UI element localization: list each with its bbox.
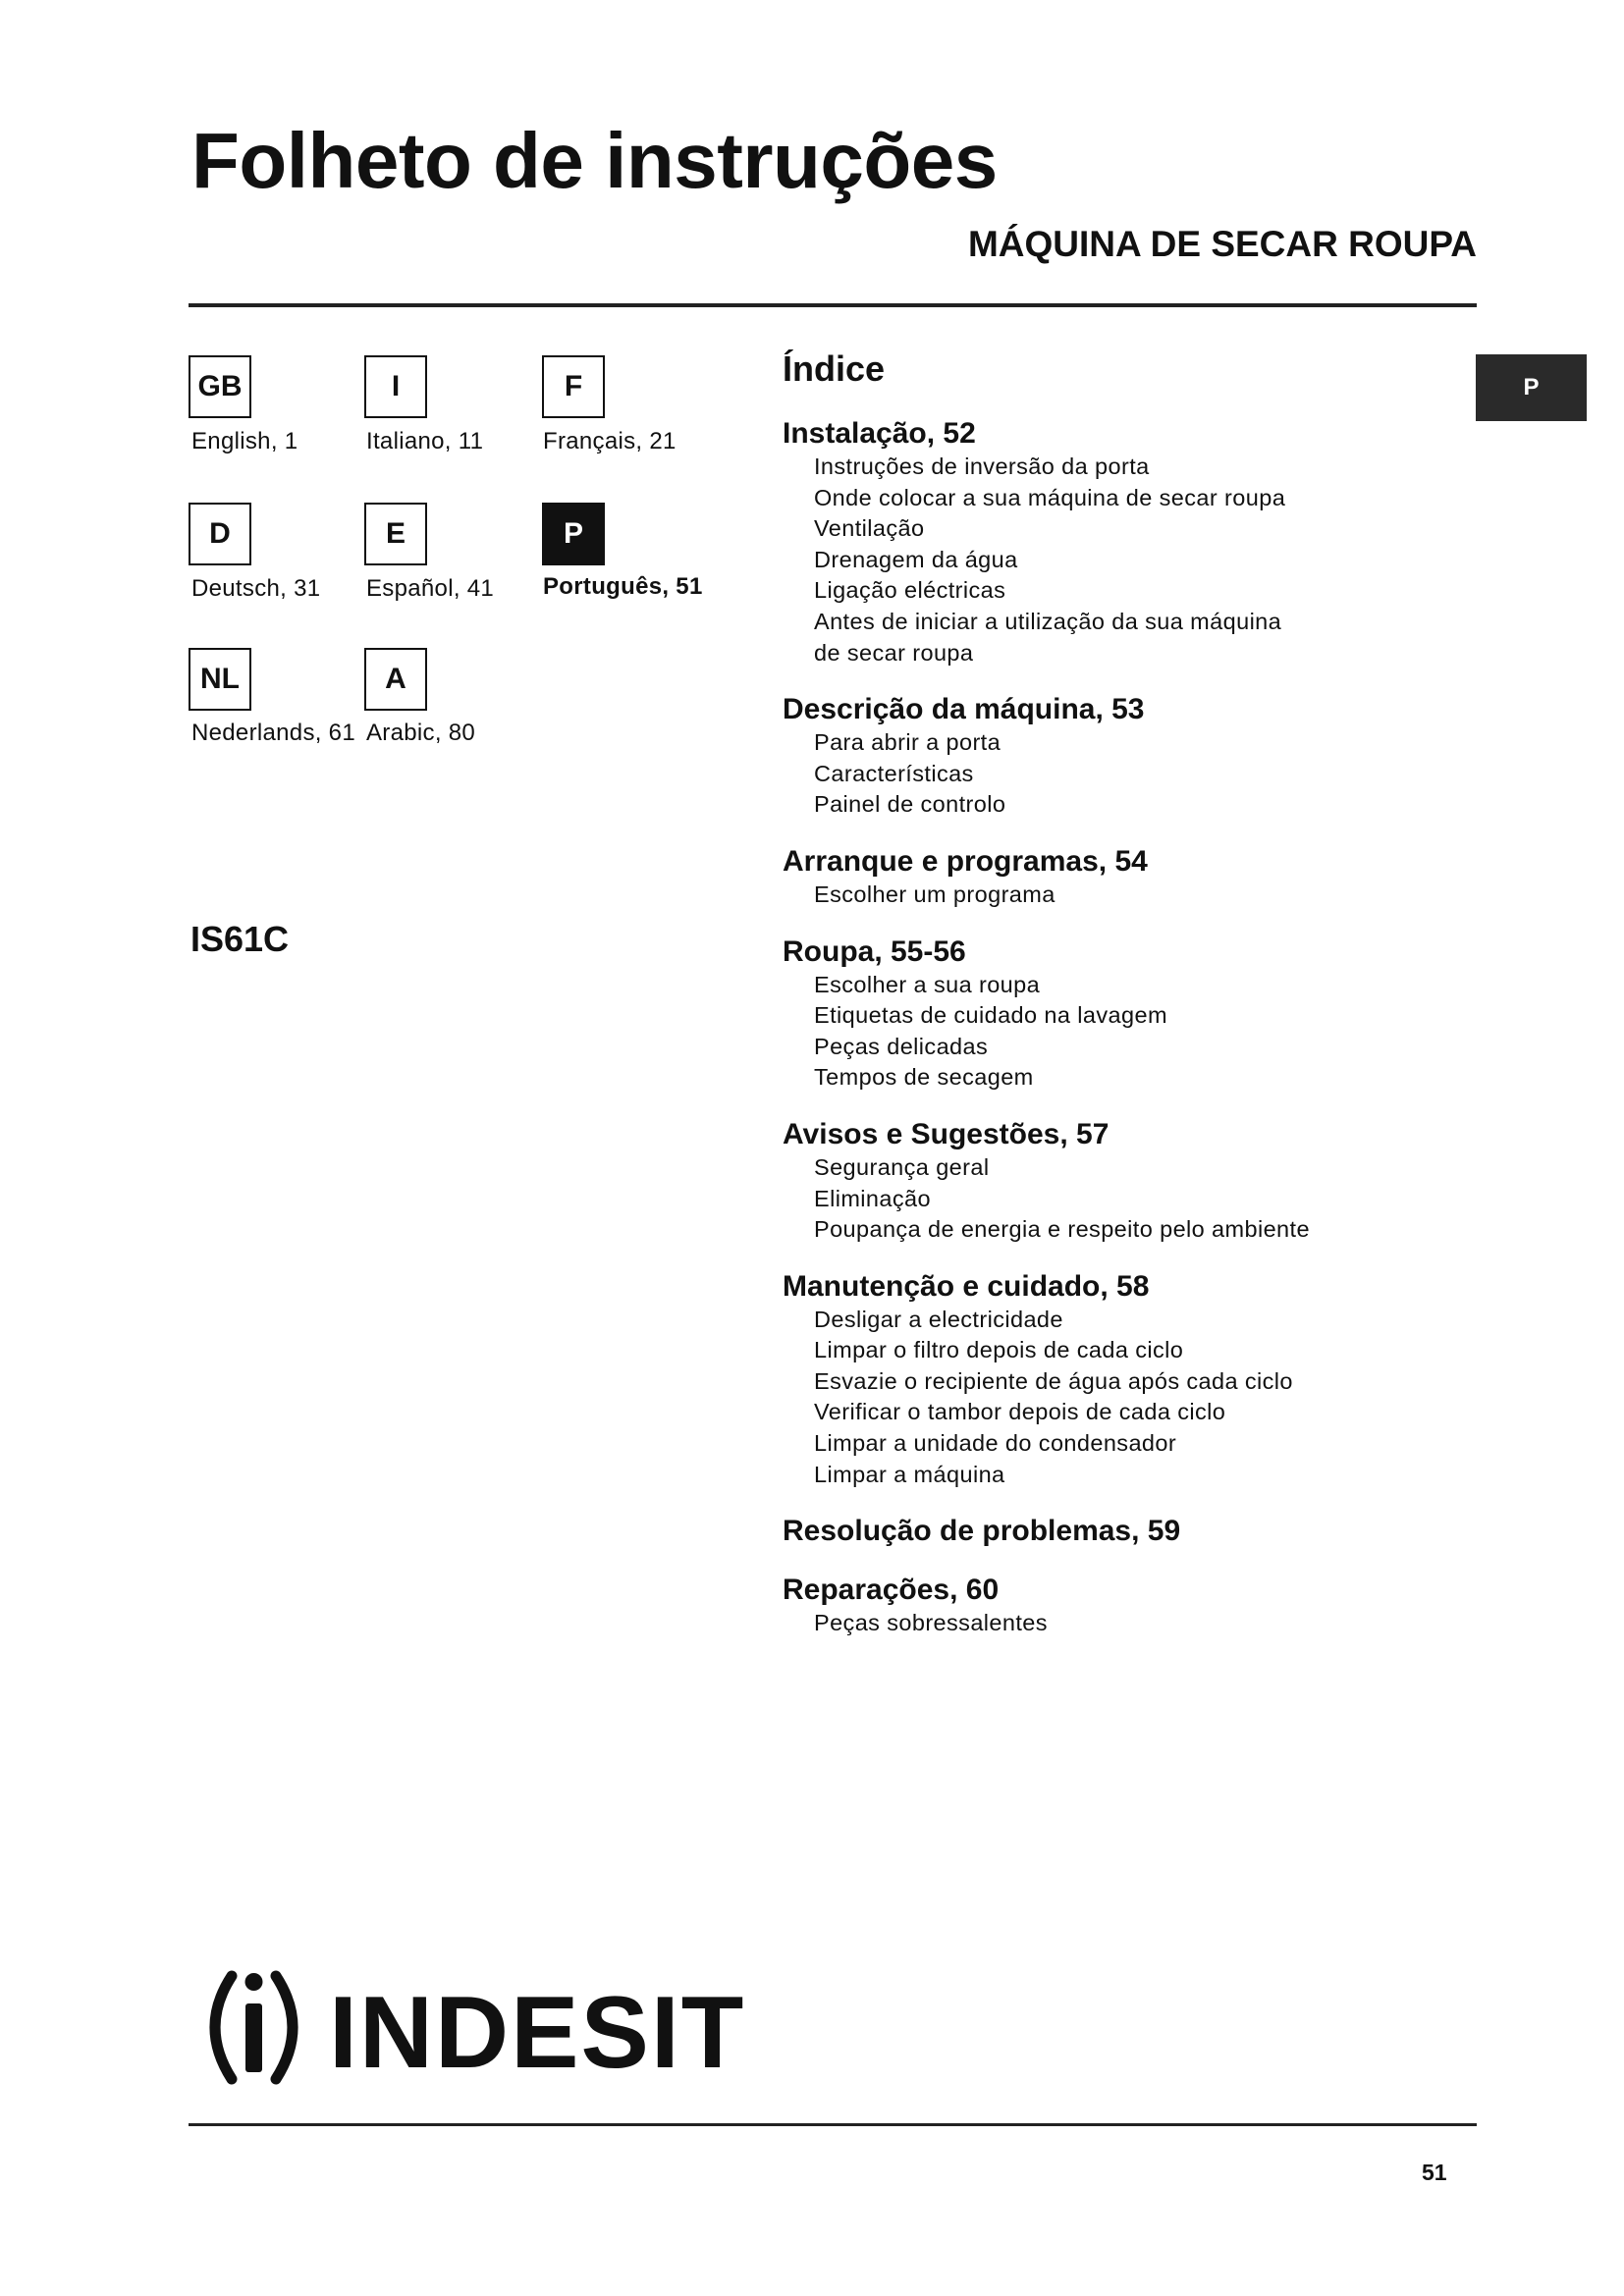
lang-label-gb: English, 1 bbox=[191, 428, 298, 454]
toc-item: Drenagem da água bbox=[814, 546, 1018, 572]
toc-item: Antes de iniciar a utilização da sua máquina bbox=[814, 608, 1282, 634]
toc-item: Características bbox=[814, 760, 974, 786]
toc-section bbox=[783, 934, 1470, 1094]
lang-code-i: I bbox=[364, 355, 427, 418]
toc-item: Eliminação bbox=[814, 1185, 931, 1211]
indesit-logo-icon bbox=[192, 1966, 315, 2089]
toc-heading: Instalação, 52 bbox=[783, 417, 976, 450]
brand-wordmark: INDESIT bbox=[329, 1976, 746, 2090]
lang-code-p: P bbox=[542, 503, 605, 565]
toc-section bbox=[783, 1514, 1470, 1549]
lang-code-d: D bbox=[189, 503, 251, 565]
toc-item: Verificar o tambor depois de cada ciclo bbox=[814, 1399, 1226, 1425]
toc-item: Painel de controlo bbox=[814, 791, 1006, 818]
index-title: Índice bbox=[783, 348, 886, 389]
toc-item: Ligação eléctricas bbox=[814, 577, 1006, 604]
toc-heading: Resolução de problemas, 59 bbox=[783, 1515, 1181, 1548]
toc-section bbox=[783, 1573, 1470, 1639]
lang-code-f: F bbox=[542, 355, 605, 418]
toc-item: Peças sobressalentes bbox=[814, 1610, 1048, 1636]
toc-item: Instruções de inversão da porta bbox=[814, 454, 1150, 479]
toc-item: Limpar a máquina bbox=[814, 1461, 1005, 1487]
lang-code-gb: GB bbox=[189, 355, 251, 418]
toc-item: Etiquetas de cuidado na lavagem bbox=[814, 1002, 1167, 1029]
toc-item: Limpar a unidade do condensador bbox=[814, 1430, 1177, 1457]
page-number: 51 bbox=[1422, 2160, 1447, 2185]
toc-item: Desligar a electricidade bbox=[814, 1306, 1063, 1332]
toc-heading: Arranque e programas, 54 bbox=[783, 844, 1148, 878]
lang-label-a: Arabic, 80 bbox=[366, 720, 476, 746]
toc-item: Poupança de energia e respeito pelo ambiente bbox=[814, 1216, 1310, 1243]
toc-heading: Avisos e Sugestões, 57 bbox=[783, 1117, 1110, 1150]
lang-label-f: Français, 21 bbox=[543, 428, 677, 454]
toc-item: Escolher um programa bbox=[814, 881, 1056, 907]
lang-code-e: E bbox=[364, 503, 427, 565]
toc-section bbox=[783, 1117, 1470, 1246]
lang-code-nl: NL bbox=[189, 648, 251, 711]
toc-item: Peças delicadas bbox=[814, 1033, 989, 1059]
toc-section bbox=[783, 844, 1470, 911]
lang-code-a: A bbox=[364, 648, 427, 711]
toc-section bbox=[783, 416, 1470, 668]
toc-item: Ventilação bbox=[814, 515, 925, 542]
toc-section bbox=[783, 692, 1470, 821]
lang-label-e: Español, 41 bbox=[366, 575, 495, 602]
toc-heading: Roupa, 55-56 bbox=[783, 934, 966, 968]
language-side-tab: P bbox=[1476, 354, 1587, 421]
lang-label-d: Deutsch, 31 bbox=[191, 575, 321, 602]
lang-label-p: Português, 51 bbox=[543, 573, 703, 600]
toc-item: Tempos de secagem bbox=[814, 1064, 1034, 1091]
top-divider bbox=[189, 303, 1477, 307]
toc-item: Limpar o filtro depois de cada ciclo bbox=[814, 1337, 1184, 1363]
toc-item: Escolher a sua roupa bbox=[814, 971, 1041, 997]
toc-item: Onde colocar a sua máquina de secar roupa bbox=[814, 484, 1286, 510]
toc-item: de secar roupa bbox=[814, 639, 974, 666]
document-title: Folheto de instruções bbox=[191, 117, 998, 204]
toc-item: Esvazie o recipiente de água após cada ciclo bbox=[814, 1367, 1293, 1394]
toc-heading: Reparações, 60 bbox=[783, 1574, 1000, 1607]
table-of-contents bbox=[783, 416, 1470, 1663]
toc-heading: Descrição da máquina, 53 bbox=[783, 693, 1145, 726]
lang-label-i: Italiano, 11 bbox=[366, 428, 484, 454]
model-number: IS61C bbox=[190, 919, 290, 959]
document-subtitle: MÁQUINA DE SECAR ROUPA bbox=[967, 224, 1477, 264]
toc-item: Segurança geral bbox=[814, 1153, 990, 1180]
toc-heading: Manutenção e cuidado, 58 bbox=[783, 1269, 1150, 1303]
toc-item: Para abrir a porta bbox=[814, 729, 1001, 756]
toc-section bbox=[783, 1269, 1470, 1491]
bottom-divider bbox=[189, 2123, 1477, 2126]
lang-label-nl: Nederlands, 61 bbox=[191, 720, 355, 746]
